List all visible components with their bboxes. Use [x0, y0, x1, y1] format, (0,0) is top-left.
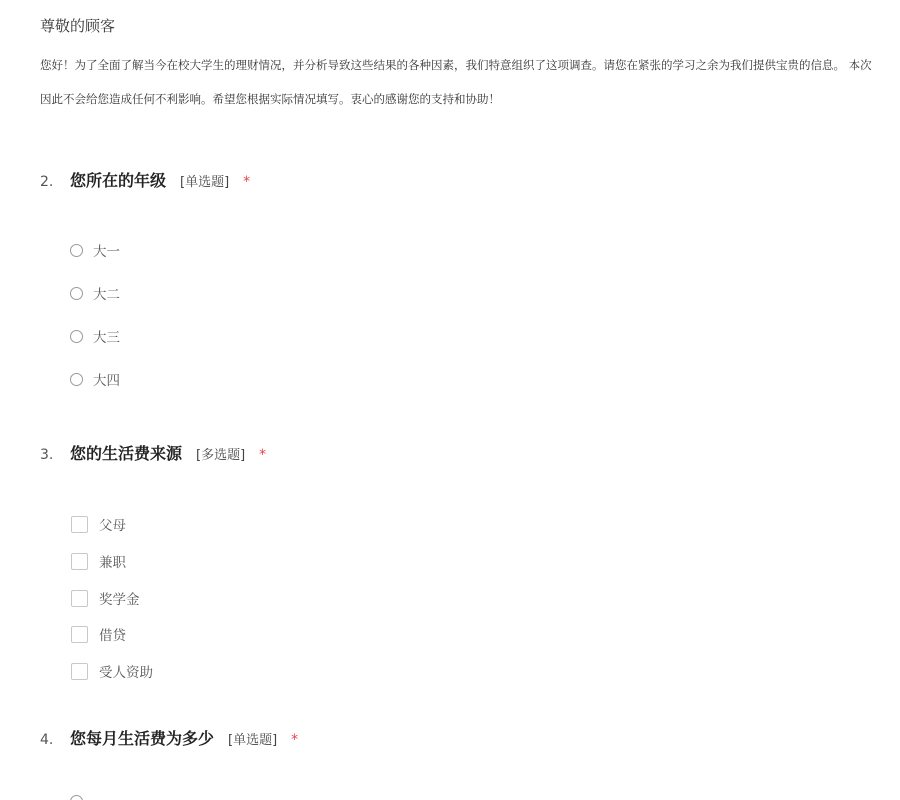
- option-source-loan[interactable]: [69, 624, 126, 644]
- option-source-sponsorship[interactable]: [69, 661, 153, 681]
- radio-button[interactable]: [70, 373, 83, 386]
- option-source-scholarship[interactable]: [69, 588, 140, 608]
- option-grade-2[interactable]: [69, 283, 120, 303]
- checkbox[interactable]: [71, 590, 88, 607]
- checkbox[interactable]: [71, 553, 88, 570]
- checkbox[interactable]: [71, 516, 88, 533]
- question-type-label: [多选题]: [196, 448, 246, 463]
- radio-button[interactable]: [70, 287, 83, 300]
- option-label: 借贷: [99, 628, 126, 644]
- intro-text-line-2: 因此不会给您造成任何不利影响。希望您根据实际情况填写。衷心的感谢您的支持和协助！: [40, 92, 500, 106]
- option-label: 受人资助: [99, 665, 153, 681]
- question-title: 您所在的年级: [70, 171, 167, 190]
- question-title: 您每月生活费为多少: [70, 729, 215, 748]
- option-label: 父母: [99, 518, 126, 534]
- required-mark: *: [243, 174, 251, 190]
- option-grade-3[interactable]: [69, 326, 120, 346]
- question-title: 您的生活费来源: [70, 444, 183, 463]
- question-type-label: [单选题]: [180, 175, 230, 190]
- checkbox[interactable]: [71, 626, 88, 643]
- option-label: 大四: [93, 373, 120, 389]
- option-source-parents[interactable]: [69, 514, 126, 534]
- option-label: 大二: [93, 287, 120, 303]
- question-number: 3.: [40, 447, 54, 463]
- question-2-header: [40, 168, 250, 191]
- option-grade-1[interactable]: [69, 240, 120, 260]
- intro-text-line-1: 您好！为了全面了解当今在校大学生的理财情况，并分析导致这些结果的各种因素，我们特意组织了这项调查。请您在紧张的学习之余为我们提供宝贵的信息。 本次: [40, 58, 872, 72]
- option-source-part-time[interactable]: [69, 551, 126, 571]
- question-number: 4.: [40, 732, 54, 748]
- option-label: 兼职: [99, 555, 126, 571]
- question-4-header: [40, 726, 298, 749]
- radio-button[interactable]: [70, 330, 83, 343]
- option-label: 奖学金: [99, 592, 140, 608]
- required-mark: *: [259, 447, 267, 463]
- option-label: 大三: [93, 330, 120, 346]
- required-mark: *: [291, 732, 299, 748]
- radio-button[interactable]: [70, 795, 83, 800]
- radio-button[interactable]: [70, 244, 83, 257]
- question-number: 2.: [40, 174, 54, 190]
- option-label: 大一: [93, 244, 120, 260]
- option-grade-4[interactable]: [69, 369, 120, 389]
- question-type-label: [单选题]: [228, 733, 278, 748]
- greeting-heading: 尊敬的顾客: [40, 17, 116, 35]
- question-3-header: [40, 441, 266, 464]
- checkbox[interactable]: [71, 663, 88, 680]
